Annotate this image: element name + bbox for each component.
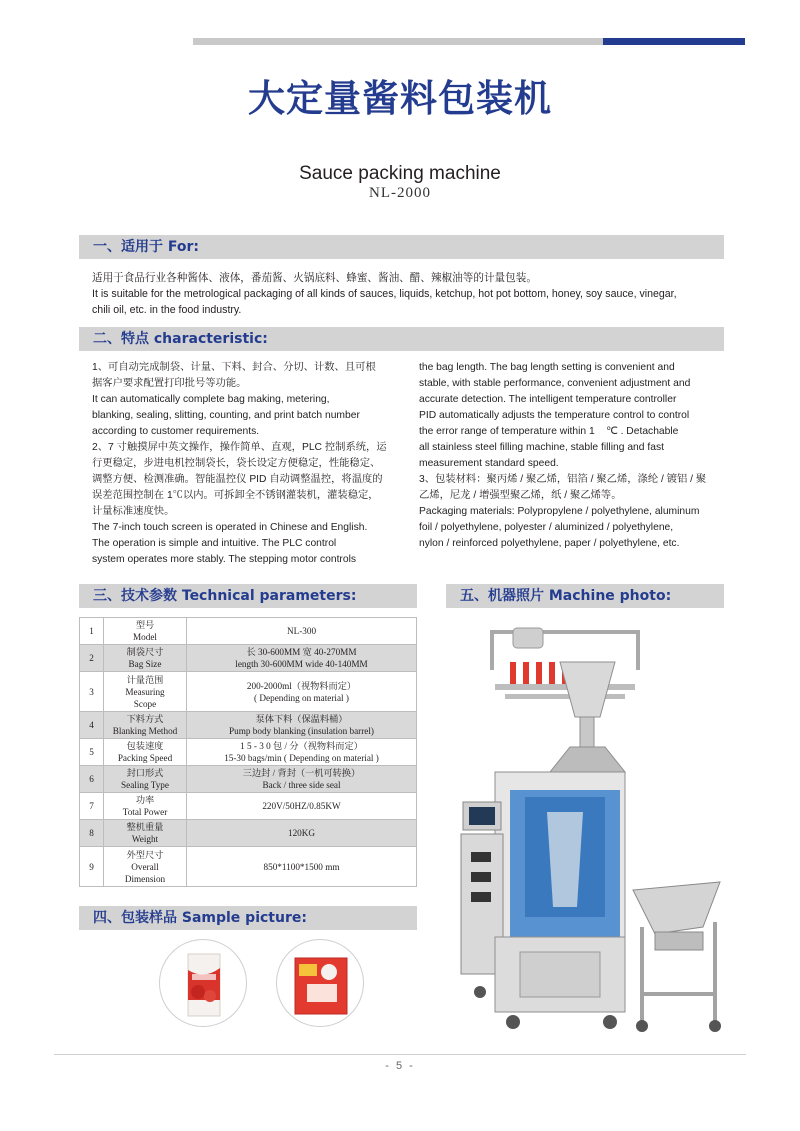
- applicable-line: 适用于食品行业各种酱体、液体，番茄酱、火锅底料、蜂蜜、酱油、醋、辣椒油等的计量包装。: [92, 272, 537, 284]
- param-value: NL-300: [187, 618, 417, 645]
- param-label: 包装速度 Packing Speed: [104, 739, 187, 766]
- param-value: 200-2000ml（视物料而定） ( Depending on material ): [187, 672, 417, 712]
- characteristic-line: 误差范围控制在 1℃以内。可拆卸全不锈钢灌装机，灌装稳定，: [92, 490, 379, 501]
- characteristic-line: accurate detection. The intelligent temperature controller: [419, 394, 677, 405]
- row-number: 5: [80, 739, 104, 766]
- param-value: 泵体下料（保温料桶） Pump body blanking (insulation barrel): [187, 712, 417, 739]
- characteristic-line: stable, with stable performance, convenient adjustment and: [419, 378, 691, 389]
- characteristic-line: the error range of temperature within 1 ℃ . Detachable: [419, 426, 679, 437]
- section-heading-characteristic: 二、特点 characteristic:: [79, 327, 724, 351]
- row-number: 9: [80, 847, 104, 887]
- section-heading-sample: 四、包装样品 Sample picture:: [79, 906, 417, 930]
- param-label: 外型尺寸 Overall Dimension: [104, 847, 187, 887]
- param-label: 型号 Model: [104, 618, 187, 645]
- section-heading-photo: 五、机器照片 Machine photo:: [446, 584, 724, 608]
- page-title-en: Sauce packing machine: [299, 163, 501, 184]
- characteristic-line: 行更稳定，步进电机控制袋长，袋长设定方便稳定，性能稳定、: [92, 458, 381, 469]
- sauce-pouch-image: [160, 940, 247, 1027]
- characteristic-line: 乙烯，尼龙 / 增强型聚乙烯，纸 / 聚乙烯等。: [419, 490, 622, 501]
- technical-parameters-table: [79, 617, 417, 887]
- row-number: 8: [80, 820, 104, 847]
- sample-photo-pouch-1: [159, 939, 247, 1027]
- param-label: 封口形式 Sealing Type: [104, 766, 187, 793]
- characteristic-line: The operation is simple and intuitive. The PLC control: [92, 538, 337, 549]
- row-number: 6: [80, 766, 104, 793]
- param-value: 三边封 / 背封（一机可转换） Back / three side seal: [187, 766, 417, 793]
- section-heading-applicable: 一、适用于 For:: [79, 235, 724, 259]
- characteristic-line: blanking, sealing, slitting, counting, and print batch number: [92, 410, 360, 421]
- table-row: [80, 645, 417, 672]
- table-row: [80, 672, 417, 712]
- characteristic-line: It can automatically complete bag making, metering,: [92, 394, 330, 405]
- param-label: 制袋尺寸 Bag Size: [104, 645, 187, 672]
- footer-rule: [54, 1054, 746, 1055]
- table-row: [80, 712, 417, 739]
- characteristic-left-column: [92, 360, 398, 568]
- characteristic-line: system operates more stably. The stepping motor controls: [92, 554, 357, 565]
- characteristic-line: 1、可自动完成制袋、计量、下料、封合、分切、计数、且可根: [92, 362, 376, 373]
- applicable-line: It is suitable for the metrological packaging of all kinds of sauces, liquids, ketchup, hot pot bottom, honey, soy sauce, vinegar,: [92, 288, 677, 300]
- row-number: 3: [80, 672, 104, 712]
- param-value: 1 5 - 3 0 包 / 分（视物料而定） 15-30 bags/min ( Depending on material ): [187, 739, 417, 766]
- characteristic-line: 计量标准速度快。: [92, 506, 175, 517]
- characteristic-right-column: [419, 360, 725, 552]
- characteristic-line: PID automatically adjusts the temperature control to control: [419, 410, 690, 421]
- param-value: 220V/50HZ/0.85KW: [187, 793, 417, 820]
- header-rule-gray: [193, 38, 603, 45]
- page-title-cn: 大定量酱料包装机: [248, 77, 552, 120]
- row-number: 4: [80, 712, 104, 739]
- row-number: 7: [80, 793, 104, 820]
- param-value: 长 30-600MM 宽 40-270MM length 30-600MM wide 40-140MM: [187, 645, 417, 672]
- applicable-line: chili oil, etc. in the food industry.: [92, 304, 242, 316]
- param-label: 下料方式 Blanking Method: [104, 712, 187, 739]
- table-row: [80, 793, 417, 820]
- page-number: - 5 -: [385, 1060, 415, 1072]
- header-rule-blue: [603, 38, 745, 45]
- table-row: [80, 766, 417, 793]
- section-heading-technical: 三、技术参数 Technical parameters:: [79, 584, 417, 608]
- characteristic-line: 3、包装材料：聚丙烯 / 聚乙烯，铝箔 / 聚乙烯，涤纶 / 镀铝 / 聚: [419, 474, 707, 485]
- characteristic-line: according to customer requirements.: [92, 426, 260, 437]
- model-number: NL-2000: [369, 185, 431, 201]
- sample-photo-pouch-2: [276, 939, 364, 1027]
- characteristic-line: nylon / reinforced polyethylene, paper / polyethylene, etc.: [419, 538, 680, 549]
- characteristic-line: the bag length. The bag length setting is convenient and: [419, 362, 675, 373]
- applicable-text: [92, 270, 724, 318]
- param-label: 计量范围 Measuring Scope: [104, 672, 187, 712]
- table-row: [80, 618, 417, 645]
- characteristic-line: foil / polyethylene, polyester / aluminized / polyethylene,: [419, 522, 674, 533]
- row-number: 1: [80, 618, 104, 645]
- param-label: 整机重量 Weight: [104, 820, 187, 847]
- machine-photo: [455, 622, 730, 1034]
- param-label: 功率 Total Power: [104, 793, 187, 820]
- characteristic-line: 2、7 寸触摸屏中英文操作，操作简单、直观，PLC 控制系统，运: [92, 442, 387, 453]
- param-value: 850*1100*1500 mm: [187, 847, 417, 887]
- characteristic-line: The 7-inch touch screen is operated in Chinese and English.: [92, 522, 368, 533]
- table-row: [80, 820, 417, 847]
- param-value: 120KG: [187, 820, 417, 847]
- characteristic-line: 调整方便、检测准确。智能温控仪 PID 自动调整温控，将温度的: [92, 474, 383, 485]
- sauce-pouch-image: [277, 940, 364, 1027]
- characteristic-line: all stainless steel filling machine, stable filling and fast: [419, 442, 664, 453]
- table-row: [80, 739, 417, 766]
- table-row: [80, 847, 417, 887]
- row-number: 2: [80, 645, 104, 672]
- characteristic-line: 据客户要求配置打印批号等功能。: [92, 378, 247, 389]
- characteristic-line: measurement standard speed.: [419, 458, 559, 469]
- characteristic-line: Packaging materials: Polypropylene / polyethylene, aluminum: [419, 506, 700, 517]
